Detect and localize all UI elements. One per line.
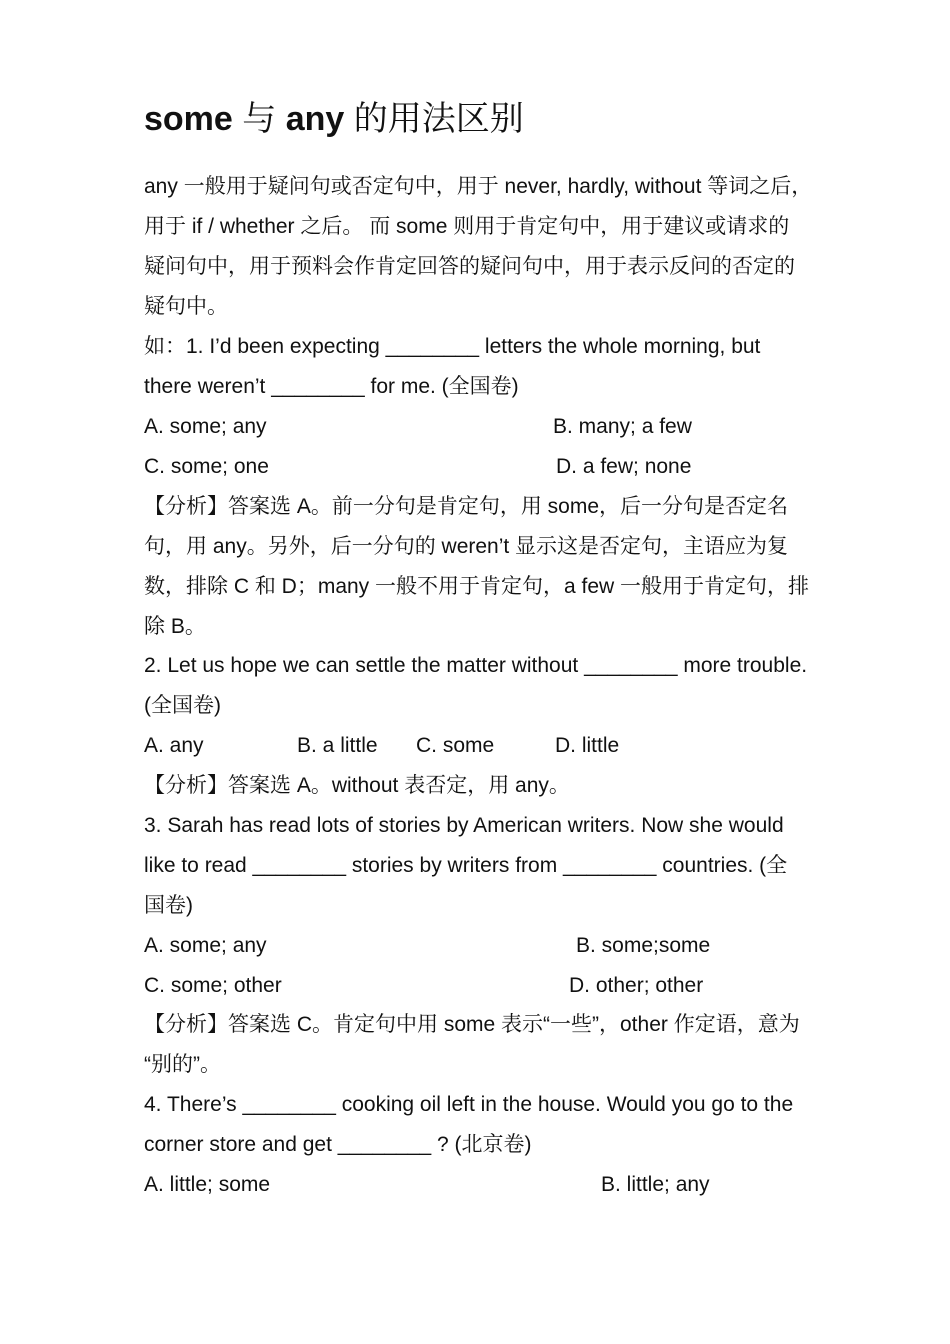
- q1-analysis-1: 【分析】答案选 A。前一分句是肯定句，用 some，后一分句是否定名: [144, 495, 789, 518]
- title-any: any: [285, 100, 345, 138]
- q3-option-a: A. some; any: [144, 934, 267, 957]
- q1-analysis-4: 除 B。: [144, 615, 206, 638]
- q4-line-1: 4. There’s ________ cooking oil left in the house. Would you go to the: [144, 1093, 794, 1116]
- q2-option-b: B. a little: [297, 734, 378, 757]
- intro-line-1: any 一般用于疑问句或否定句中，用于 never, hardly, without 等词之后，: [144, 175, 813, 198]
- q2-line-2: (全国卷): [144, 694, 221, 717]
- intro-line-4: 疑句中。: [144, 295, 228, 318]
- q1-option-d: D. a few; none: [556, 455, 692, 478]
- q4-line-2: corner store and get ________ ? (北京卷): [144, 1133, 532, 1156]
- q1-option-c: C. some; one: [144, 455, 269, 478]
- q2-option-d: D. little: [555, 734, 620, 757]
- q3-analysis-2: “别的”。: [144, 1053, 221, 1076]
- q3-option-c: C. some; other: [144, 974, 282, 997]
- q2-option-a: A. any: [144, 734, 204, 757]
- q3-analysis-1: 【分析】答案选 C。肯定句中用 some 表示“一些”，other 作定语，意为: [144, 1013, 800, 1036]
- q1-analysis-3: 数，排除 C 和 D；many 一般不用于肯定句，a few 一般用于肯定句，排: [144, 575, 810, 598]
- q4-option-a: A. little; some: [144, 1173, 271, 1196]
- title-some: some: [144, 100, 233, 138]
- q3-line-1: 3. Sarah has read lots of stories by American writers. Now she would: [144, 814, 784, 837]
- q3-option-b: B. some;some: [576, 934, 711, 957]
- q1-option-b: B. many; a few: [553, 415, 692, 438]
- q4-option-b: B. little; any: [601, 1173, 710, 1196]
- q1-line-1: 如：1. I’d been expecting ________ letters the whole morning, but: [144, 335, 761, 358]
- q3-option-d: D. other; other: [569, 974, 704, 997]
- intro-line-2: 用于 if / whether 之后。 而 some 则用于肯定句中，用于建议或请求的: [144, 215, 790, 238]
- q1-line-2: there weren’t ________ for me. (全国卷): [144, 375, 519, 398]
- q1-analysis-2: 句，用 any。另外，后一分句的 weren’t 显示这是否定句，主语应为复: [144, 535, 789, 558]
- q2-line-1: 2. Let us hope we can settle the matter without ________ more trouble.: [144, 654, 808, 677]
- q2-option-c: C. some: [416, 734, 495, 757]
- q1-option-a: A. some; any: [144, 415, 267, 438]
- q3-line-3: 国卷): [144, 894, 193, 917]
- title-connector: 与: [232, 100, 286, 138]
- intro-line-3: 疑问句中，用于预料会作肯定回答的疑问句中，用于表示反问的否定的: [144, 255, 795, 278]
- q2-analysis-1: 【分析】答案选 A。without 表否定，用 any。: [144, 774, 570, 797]
- title-suffix: 的用法区别: [344, 100, 524, 138]
- page-title: [144, 96, 524, 142]
- q3-line-2: like to read ________ stories by writers from ________ countries. (全: [144, 854, 788, 877]
